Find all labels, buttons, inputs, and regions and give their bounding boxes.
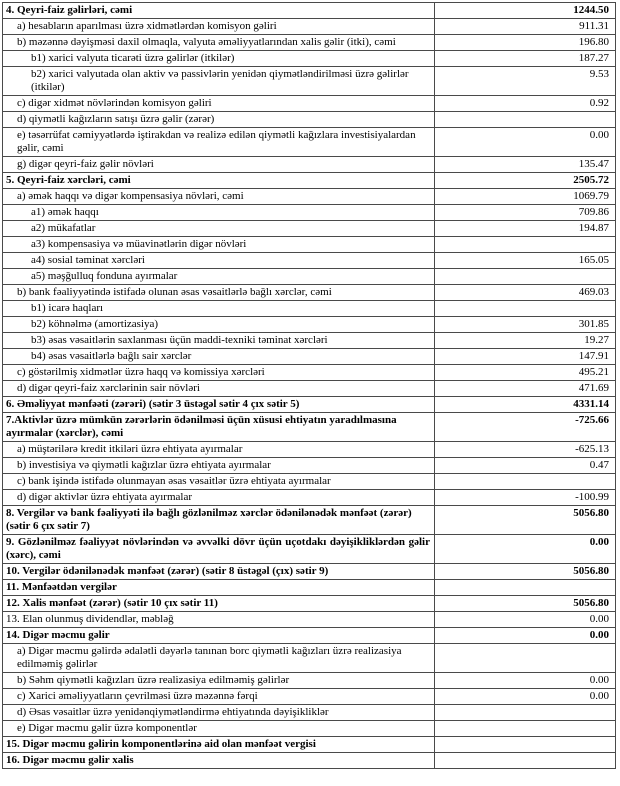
row-value: 0.92 [435, 96, 616, 112]
table-row [3, 205, 616, 221]
row-value: 194.87 [435, 221, 616, 237]
table-row [3, 317, 616, 333]
row-label: b4) əsas vəsaitlərlə bağlı sair xərclər [3, 349, 435, 365]
row-value [435, 112, 616, 128]
row-value: 0.00 [435, 689, 616, 705]
row-value: -100.99 [435, 490, 616, 506]
row-label: c) göstərilmiş xidmətlər üzrə haqq və komissiya xərcləri [3, 365, 435, 381]
table-row [3, 157, 616, 173]
row-value: 4331.14 [435, 397, 616, 413]
row-value: 0.00 [435, 535, 616, 564]
row-label: 14. Digər məcmu gəlir [3, 628, 435, 644]
row-value: 19.27 [435, 333, 616, 349]
table-row [3, 269, 616, 285]
row-label: e) təsərrüfat cəmiyyətlərdə iştirakdan və realizə edilən qiymətli kağızlara investisiyalardan gəlir, cəmi [3, 128, 435, 157]
row-value: 0.00 [435, 612, 616, 628]
row-value: 709.86 [435, 205, 616, 221]
row-value [435, 753, 616, 769]
table-row [3, 442, 616, 458]
row-label: c) digər xidmət növlərindən komisyon gəliri [3, 96, 435, 112]
row-label: 7.Aktivlər üzrə mümkün zərərlərin ödənilməsi üçün xüsusi ehtiyatın yaradılmasına ayırmalar (xərclər), cəmi [3, 413, 435, 442]
table-row [3, 721, 616, 737]
table-row [3, 753, 616, 769]
row-value: 0.47 [435, 458, 616, 474]
row-value: 469.03 [435, 285, 616, 301]
table-row [3, 596, 616, 612]
row-value: 911.31 [435, 19, 616, 35]
table-row [3, 333, 616, 349]
table-row [3, 689, 616, 705]
row-value: 5056.80 [435, 506, 616, 535]
row-value [435, 737, 616, 753]
row-value [435, 474, 616, 490]
table-row [3, 506, 616, 535]
table-row [3, 285, 616, 301]
row-value: 471.69 [435, 381, 616, 397]
row-label: b3) əsas vəsaitlərin saxlanması üçün maddi-texniki təminat xərcləri [3, 333, 435, 349]
row-label: g) digər qeyri-faiz gəlir növləri [3, 157, 435, 173]
row-label: c) bank işində istifadə olunmayan əsas vəsaitlər üzrə ehtiyata ayırmalar [3, 474, 435, 490]
row-value: 147.91 [435, 349, 616, 365]
row-value [435, 237, 616, 253]
row-value [435, 721, 616, 737]
row-label: 9. Gözlənilməz fəaliyyət növlərindən və əvvəlki dövr üçün uçotdakı dəyişikliklərdən gəlir (xərc), cəmi [3, 535, 435, 564]
table-row [3, 705, 616, 721]
row-label: b) bank fəaliyyətində istifadə olunan əsas vəsaitlərlə bağlı xərclər, cəmi [3, 285, 435, 301]
row-value [435, 580, 616, 596]
row-label: e) Digər məcmu gəlir üzrə komponentlər [3, 721, 435, 737]
row-label: a) hesabların aparılması üzrə xidmətlərdən komisyon gəliri [3, 19, 435, 35]
table-row [3, 580, 616, 596]
row-value: 0.00 [435, 673, 616, 689]
row-value: 135.47 [435, 157, 616, 173]
table-row [3, 474, 616, 490]
row-label: 5. Qeyri-faiz xərcləri, cəmi [3, 173, 435, 189]
table-row [3, 644, 616, 673]
row-label: b2) xarici valyutada olan aktiv və passivlərin yenidən qiymətləndirilməsi üzrə gəlirlər (itkilər) [3, 67, 435, 96]
row-label: a3) kompensasiya və müavinətlərin digər növləri [3, 237, 435, 253]
row-value: 2505.72 [435, 173, 616, 189]
row-value [435, 644, 616, 673]
row-label: c) Xarici əməliyyatların çevrilməsi üzrə məzənnə fərqi [3, 689, 435, 705]
row-value: 187.27 [435, 51, 616, 67]
table-row [3, 173, 616, 189]
row-label: d) digər aktivlər üzrə ehtiyata ayırmalar [3, 490, 435, 506]
row-value [435, 269, 616, 285]
row-value: 196.80 [435, 35, 616, 51]
table-row [3, 96, 616, 112]
row-label: a) Digər məcmu gəlirdə ədalətli dəyərlə tanınan borc qiymətli kağızları üzrə realizasiya edilməmiş gəlirlər [3, 644, 435, 673]
table-row [3, 490, 616, 506]
table-row [3, 51, 616, 67]
row-label: b1) xarici valyuta ticarəti üzrə gəlirlər (itkilər) [3, 51, 435, 67]
table-row [3, 221, 616, 237]
row-value: 165.05 [435, 253, 616, 269]
table-row [3, 381, 616, 397]
row-value: 1069.79 [435, 189, 616, 205]
row-label: d) Əsas vəsaitlər üzrə yenidənqiymətləndirmə ehtiyatında dəyişikliklər [3, 705, 435, 721]
row-label: 6. Əməliyyat mənfəəti (zərəri) (sətir 3 üstəgəl sətir 4 çıx sətir 5) [3, 397, 435, 413]
row-label: b1) icarə haqları [3, 301, 435, 317]
table-row [3, 612, 616, 628]
row-label: a) əmək haqqı və digər kompensasiya növləri, cəmi [3, 189, 435, 205]
row-value: 301.85 [435, 317, 616, 333]
row-label: 15. Digər məcmu gəlirin komponentlərinə aid olan mənfəət vergisi [3, 737, 435, 753]
table-row [3, 349, 616, 365]
table-row [3, 128, 616, 157]
row-value: 0.00 [435, 128, 616, 157]
table-row [3, 237, 616, 253]
income-statement-table [2, 2, 616, 769]
table-row [3, 535, 616, 564]
row-label: b) məzənnə dəyişməsi daxil olmaqla, valyuta əməliyyatlarından xalis gəlir (itki), cəmi [3, 35, 435, 51]
table-row [3, 397, 616, 413]
row-value [435, 301, 616, 317]
row-value: 1244.50 [435, 3, 616, 19]
row-label: 4. Qeyri-faiz gəlirləri, cəmi [3, 3, 435, 19]
row-label: 12. Xalis mənfəət (zərər) (sətir 10 çıx sətir 11) [3, 596, 435, 612]
table-row [3, 564, 616, 580]
row-label: a4) sosial təminat xərcləri [3, 253, 435, 269]
row-label: 13. Elan olunmuş dividendlər, məbləğ [3, 612, 435, 628]
table-body [3, 3, 616, 769]
row-label: 16. Digər məcmu gəlir xalis [3, 753, 435, 769]
table-row [3, 737, 616, 753]
row-label: a2) mükafatlar [3, 221, 435, 237]
row-value: 0.00 [435, 628, 616, 644]
table-row [3, 628, 616, 644]
row-label: d) qiymətli kağızların satışı üzrə gəlir (zərər) [3, 112, 435, 128]
row-value [435, 705, 616, 721]
row-label: b2) köhnəlmə (amortizasiya) [3, 317, 435, 333]
row-label: a1) əmək haqqı [3, 205, 435, 221]
table-row [3, 301, 616, 317]
row-label: 8. Vergilər və bank fəaliyyəti ilə bağlı gözlənilməz xərclər ödənilənədək mənfəət (zərər) (sətir 6 çıx sətir 7) [3, 506, 435, 535]
table-row [3, 112, 616, 128]
row-label: d) digər qeyri-faiz xərclərinin sair növləri [3, 381, 435, 397]
table-row [3, 413, 616, 442]
row-label: 10. Vergilər ödənilənədək mənfəət (zərər) (sətir 8 üstəgəl (çıx) sətir 9) [3, 564, 435, 580]
row-value: -625.13 [435, 442, 616, 458]
table-row [3, 253, 616, 269]
row-label: b) Səhm qiymətli kağızları üzrə realizasiya edilməmiş gəlirlər [3, 673, 435, 689]
row-label: b) investisiya və qiymətli kağızlar üzrə ehtiyata ayırmalar [3, 458, 435, 474]
table-row [3, 458, 616, 474]
row-label: a5) məşğulluq fonduna ayırmalar [3, 269, 435, 285]
row-label: 11. Mənfəətdən vergilər [3, 580, 435, 596]
table-row [3, 189, 616, 205]
table-row [3, 3, 616, 19]
table-row [3, 673, 616, 689]
row-value: 5056.80 [435, 564, 616, 580]
row-label: a) müştərilərə kredit itkiləri üzrə ehtiyata ayırmalar [3, 442, 435, 458]
table-row [3, 67, 616, 96]
table-row [3, 365, 616, 381]
row-value: 495.21 [435, 365, 616, 381]
row-value: 5056.80 [435, 596, 616, 612]
table-row [3, 35, 616, 51]
row-value: -725.66 [435, 413, 616, 442]
table-row [3, 19, 616, 35]
row-value: 9.53 [435, 67, 616, 96]
